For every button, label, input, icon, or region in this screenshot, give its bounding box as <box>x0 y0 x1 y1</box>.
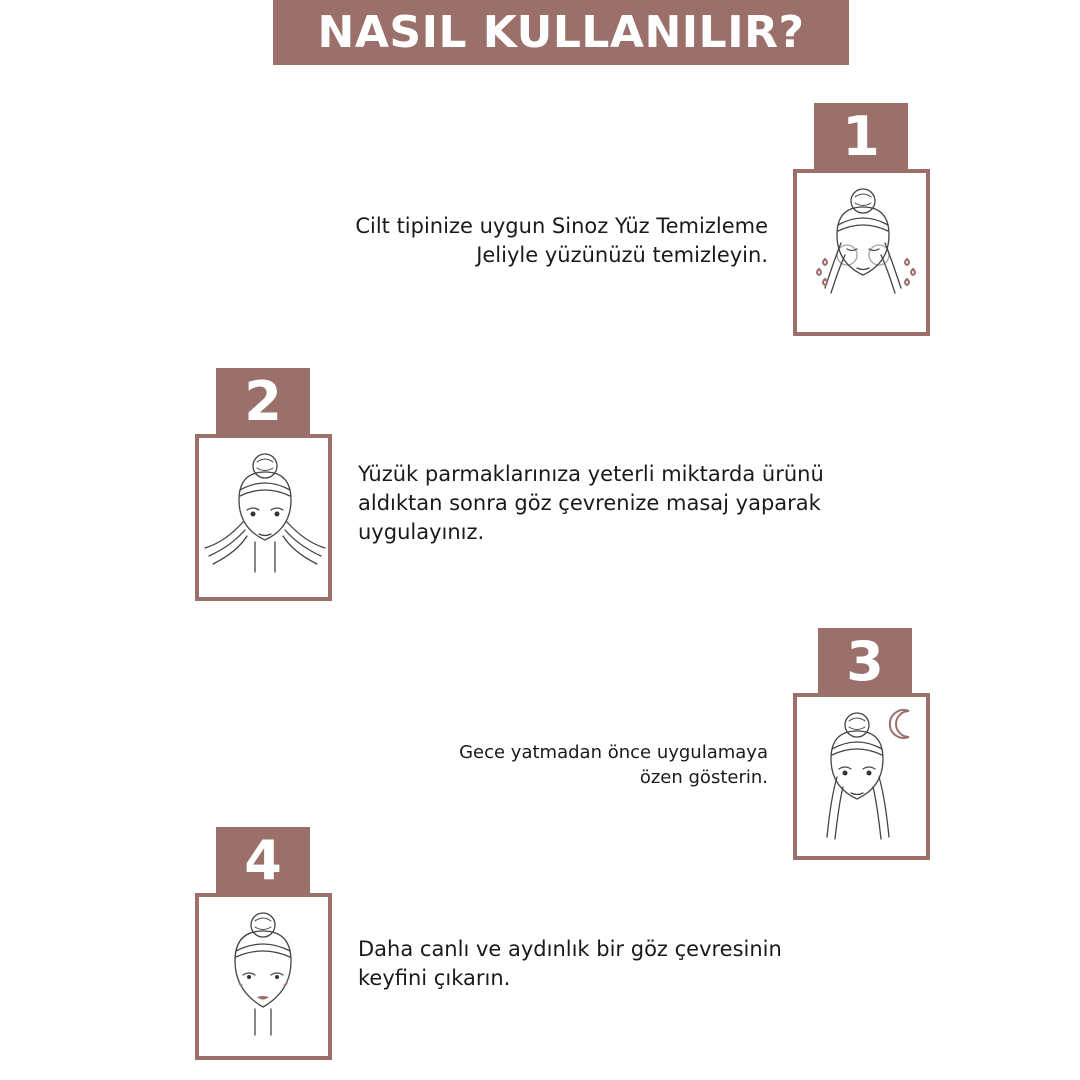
step-4-line-1: Daha canlı ve aydınlık bir göz çevresinin <box>358 937 782 961</box>
step-3-illustration-frame <box>793 693 930 860</box>
step-1-illustration-frame <box>793 169 930 336</box>
step-3-text <box>380 740 768 790</box>
step-1-line-1: Cilt tipinize uygun Sinoz Yüz Temizleme <box>355 214 768 238</box>
step-2-illustration-frame <box>195 434 332 601</box>
step-4-illustration-frame <box>195 893 332 1060</box>
step-2-line-3: uygulayınız. <box>358 520 485 544</box>
step-1-number-badge: 1 <box>814 103 908 169</box>
step-4-line-2: keyfini çıkarın. <box>358 966 511 990</box>
eye-massage-icon <box>199 438 328 597</box>
step-3-number-badge: 3 <box>818 628 912 694</box>
step-1-text <box>260 212 768 270</box>
step-4-text <box>358 935 878 993</box>
face-wash-icon <box>797 173 926 332</box>
step-4-number-badge: 4 <box>216 827 310 893</box>
step-2-number-badge: 2 <box>216 368 310 434</box>
step-2-line-2: aldıktan sonra göz çevrenize masaj yaparak <box>358 491 821 515</box>
step-2-text <box>358 460 898 547</box>
night-application-icon <box>797 697 926 856</box>
step-1-line-2: Jeliyle yüzünüzü temizleyin. <box>476 243 768 267</box>
step-2-line-1: Yüzük parmaklarınıza yeterli miktarda ürünü <box>358 462 824 486</box>
step-3-line-2: özen gösterin. <box>639 767 768 788</box>
step-3-line-1: Gece yatmadan önce uygulamaya <box>459 742 768 763</box>
bright-eyes-icon <box>199 897 328 1056</box>
page-title: NASIL KULLANILIR? <box>273 0 849 65</box>
